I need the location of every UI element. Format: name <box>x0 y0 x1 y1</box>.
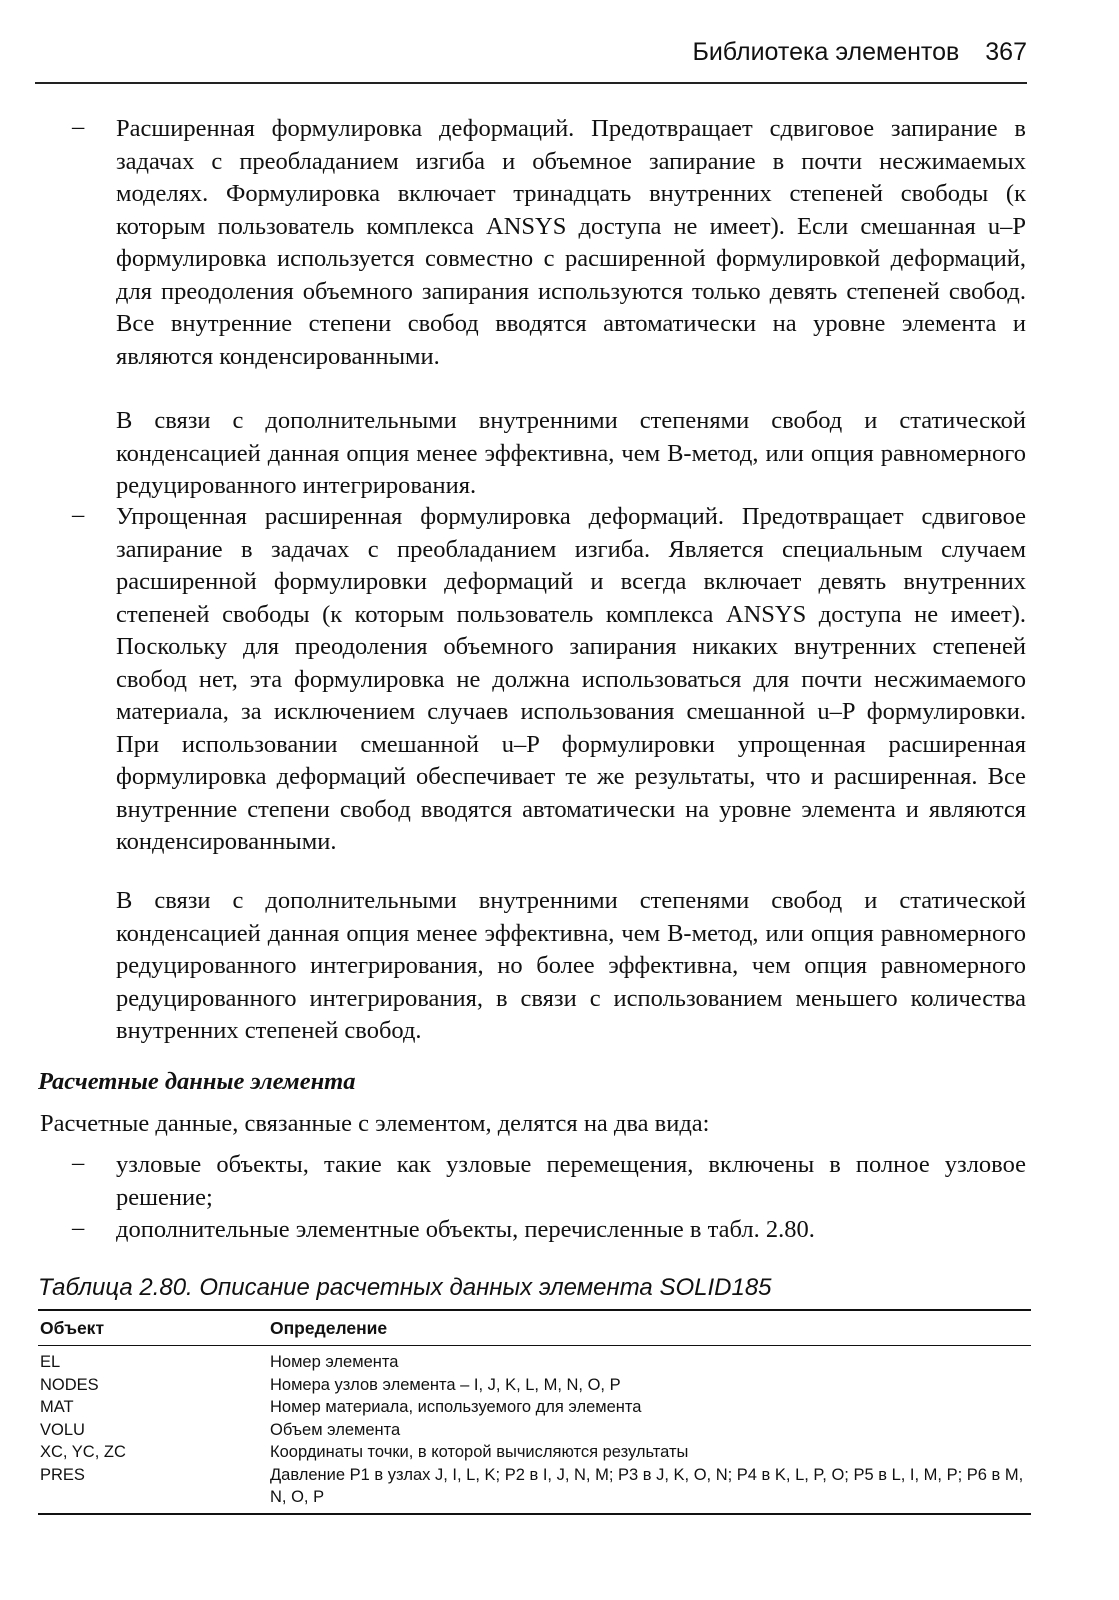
paragraph: В связи с дополнительными внутренними степенями свобод и статической конденсацией данная опция менее эффективна, чем B-метод, или опция равномерного редуцированного интегрирования. <box>116 407 1026 499</box>
running-head <box>35 38 1027 84</box>
column-header-definition: Определение <box>270 1317 388 1338</box>
list-dash: – <box>72 501 85 528</box>
cell-definition: Номер элемента <box>270 1353 399 1371</box>
cell-definition: Номера узлов элемента – I, J, K, L, M, N, O, P <box>270 1375 621 1394</box>
table-caption: Таблица 2.80. Описание расчетных данных элемента SOLID185 <box>38 1274 772 1301</box>
table-row <box>38 1396 1031 1419</box>
cell-object: VOLU <box>40 1420 85 1439</box>
paragraph: Расширенная формулировка деформаций. Предотвращает сдвиговое запирание в задачах с преобладанием изгиба и объемное запирание в почти несжимаемых моделях. Формулировка включает тринадцать внутренних степеней свободы (к которым пользователь комплекса ANSYS доступа не имеет). Если смешанная u–P формулировка используется совместно с расширенной формулировкой деформаций, для преодоления объемного запирания используются только девять степеней свобод. Все внутренние степени свобод вводятся автоматически на уровне элемента и являются конденсированными. <box>116 115 1026 370</box>
list-dash: – <box>72 1214 85 1241</box>
cell-definition: Объем элемента <box>270 1420 401 1439</box>
section-heading: Расчетные данные элемента <box>38 1068 356 1095</box>
cell-object: XC, YC, ZC <box>40 1443 126 1461</box>
paragraph: Упрощенная расширенная формулировка деформаций. Предотвращает сдвиговое запирание в задачах с преобладанием изгиба. Является специальным случаем расширенной формулировки деформаций и всегда включает девять внутренних степеней свободы (к которым пользователь комплекса ANSYS доступа не имеет). Поскольку для преодоления объемного запирания никаких внутренних степеней свобод нет, эта формулировка не должна использоваться для почти несжимаемого материала, за исключением случаев использования смешанной u–P формулировки. При использовании смешанной u–P формулировки упрощенная расширенная формулировка деформаций обеспечивает те же результаты, что и расширенная. Все внутренние степени свобод вводятся автоматически на уровне элемента и являются конденсированными. <box>116 503 1026 855</box>
cell-object: MAT <box>40 1398 74 1416</box>
cell-object: NODES <box>40 1375 99 1394</box>
table-row <box>38 1419 1031 1442</box>
cell-definition: Координаты точки, в которой вычисляются результаты <box>270 1443 689 1461</box>
cell-definition: Давление P1 в узлах J, I, L, K; P2 в I, J, N, M; P3 в J, K, O, N; P4 в K, L, P, O; P5 в L, I, M, P; P6 в M, N, O, P <box>270 1465 1024 1506</box>
table-body <box>38 1346 1031 1513</box>
results-table <box>38 1309 1031 1515</box>
section-intro: Расчетные данные, связанные с элементом, делятся на два вида: <box>40 1110 710 1137</box>
bullet-item: узловые объекты, такие как узловые перемещения, включены в полное узловое решение; <box>116 1151 1026 1211</box>
cell-definition: Номер материала, используемого для элемента <box>270 1398 642 1416</box>
table-row <box>38 1441 1031 1464</box>
list-dash: – <box>72 113 85 140</box>
page-number: 367 <box>985 38 1027 66</box>
cell-object: PRES <box>40 1465 85 1484</box>
table-row <box>38 1374 1031 1397</box>
list-dash: – <box>72 1149 85 1176</box>
table-row <box>38 1351 1031 1374</box>
table-row <box>38 1464 1031 1509</box>
table-header <box>38 1311 1031 1346</box>
running-title: Библиотека элементов <box>692 38 960 66</box>
column-header-object: Объект <box>40 1317 105 1338</box>
bullet-item: дополнительные элементные объекты, перечисленные в табл. 2.80. <box>116 1216 815 1243</box>
cell-object: EL <box>40 1353 61 1371</box>
paragraph: В связи с дополнительными внутренними степенями свобод и статической конденсацией данная опция менее эффективна, чем B-метод, или опция равномерного редуцированного интегрирования, но более эффективна, чем опция равномерного редуцированного интегрирования, в связи с использованием меньшего количества внутренних степеней свобод. <box>116 887 1026 1044</box>
